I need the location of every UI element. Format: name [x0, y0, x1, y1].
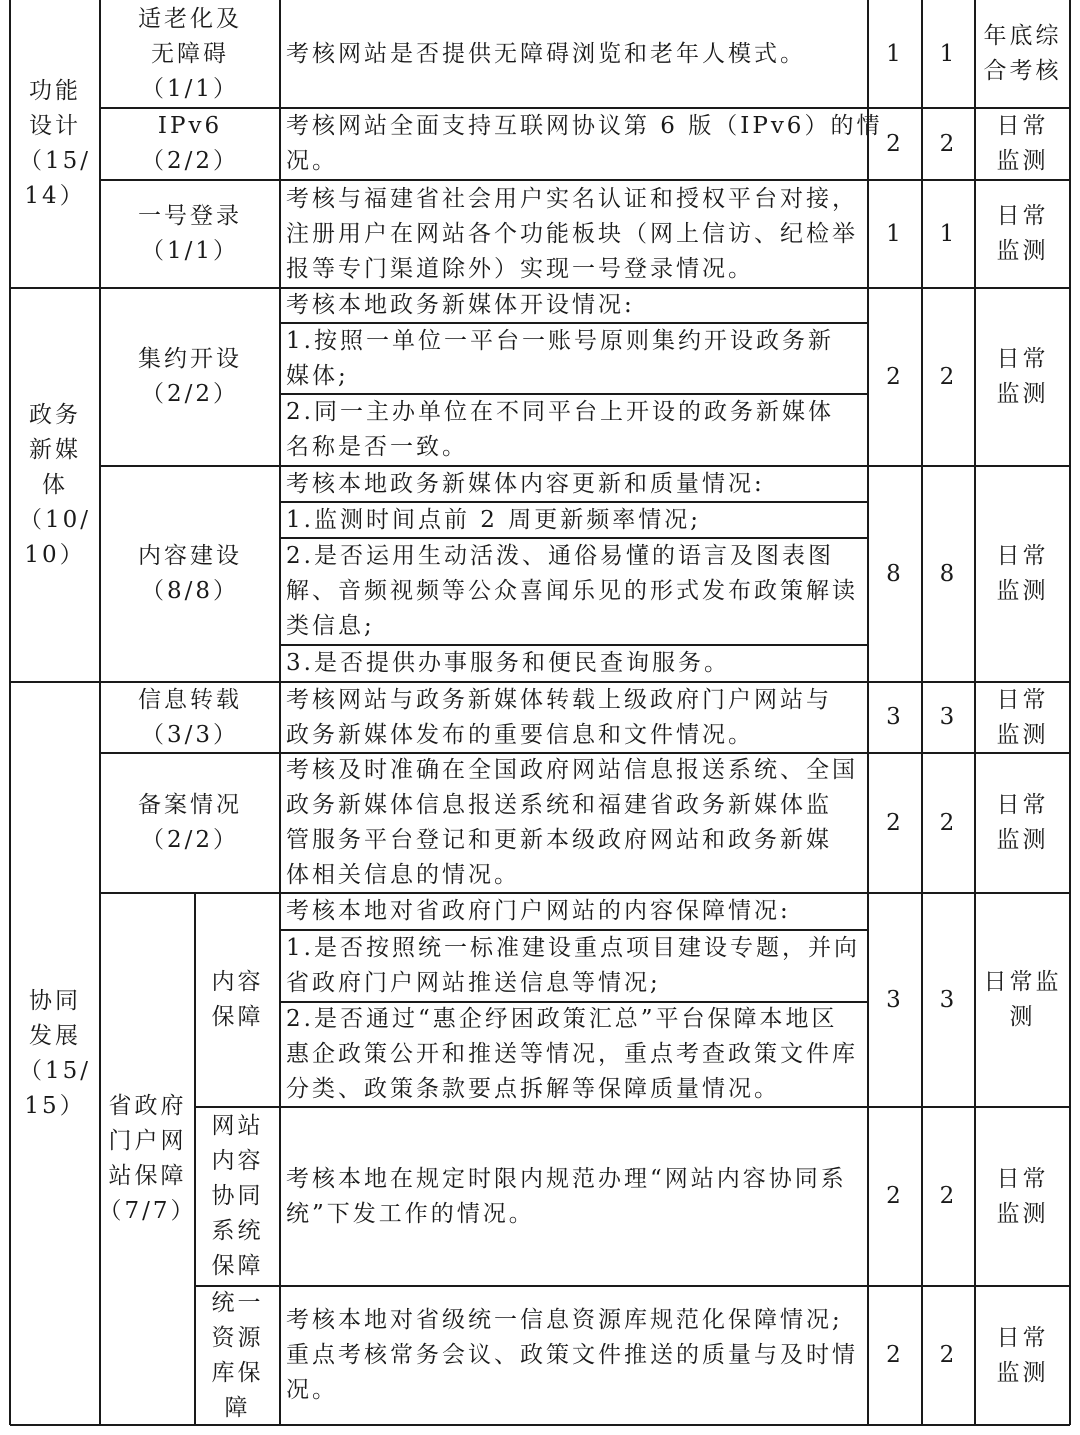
- aging-accessibility-method-line: 年底综: [983, 23, 1062, 49]
- group-function-design-line: （15/: [18, 148, 91, 174]
- ipv6-description-line: 考核网站全面支持互联网协议第 6 版（IPv6）的情: [286, 113, 883, 139]
- content-guarantee-item: [195, 893, 280, 1107]
- info-reprint-got: [922, 682, 975, 753]
- intensive-setup-item-line: （2/2）: [140, 381, 239, 407]
- intensive-setup-method: [975, 288, 1070, 466]
- unified-resource-lib-score-line: 2: [886, 1342, 904, 1368]
- content-guarantee-desc-2-line: 惠企政策公开和推送等情况，重点考查政策文件库: [286, 1041, 858, 1067]
- site-collab-system-got: [922, 1107, 975, 1286]
- intensive-setup-desc-1-line: 媒体;: [286, 362, 349, 389]
- site-collab-system-score: [868, 1107, 922, 1286]
- group-gov-new-media-line: 10）: [24, 541, 86, 568]
- unified-resource-lib-description-line: 况。: [286, 1377, 338, 1403]
- ipv6-got-line: 2: [939, 130, 958, 157]
- content-guarantee-method-line: 日常监: [983, 969, 1062, 995]
- group-gov-new-media-line: 体: [42, 471, 68, 498]
- intensive-setup-score-line: 2: [886, 363, 904, 390]
- group-collaboration-line: 15）: [24, 1092, 86, 1119]
- unified-resource-lib-score: [868, 1286, 922, 1425]
- site-collab-system-got-line: 2: [939, 1183, 958, 1209]
- unified-resource-lib-item-line: 库保: [211, 1359, 264, 1386]
- group-collaboration-line: （15/: [18, 1057, 91, 1084]
- content-building-desc-0: [280, 466, 868, 502]
- filing-status-score-line: 2: [886, 809, 904, 836]
- single-login-description: [280, 180, 868, 288]
- ipv6-score: [868, 108, 922, 180]
- content-building-score-line: 8: [886, 560, 904, 587]
- content-building-desc-0-line: 考核本地政务新媒体内容更新和质量情况:: [286, 470, 765, 497]
- ipv6-got: [922, 108, 975, 180]
- content-building-desc-2-line: 解、音频视频等公众喜闻乐见的形式发布政策解读: [286, 578, 858, 604]
- site-collab-system-item: [195, 1107, 280, 1286]
- single-login-item: [100, 180, 280, 288]
- site-collab-system-item-line: 协同: [211, 1183, 264, 1209]
- unified-resource-lib-method-line: 监测: [996, 1359, 1049, 1386]
- single-login-item-line: 一号登录: [138, 203, 242, 229]
- group-gov-new-media-line: （10/: [18, 506, 91, 533]
- group-collaboration-line: 发展: [29, 1022, 81, 1049]
- site-collab-system-item-line: 内容: [211, 1148, 264, 1174]
- content-building-method-line: 日常: [996, 543, 1049, 569]
- group-gov-new-media: [10, 288, 100, 682]
- intensive-setup-got: [922, 288, 975, 466]
- content-building-method: [975, 466, 1070, 682]
- content-guarantee-score-line: 3: [886, 986, 904, 1013]
- info-reprint-item-line: （3/3）: [140, 721, 239, 748]
- intensive-setup-score: [868, 288, 922, 466]
- unified-resource-lib-item-line: 资源: [211, 1324, 264, 1351]
- ipv6-description-line: 况。: [286, 148, 338, 174]
- filing-status-item-line: （2/2）: [140, 827, 239, 853]
- site-collab-system-item-line: 保障: [211, 1253, 264, 1279]
- aging-accessibility-item-line: （1/1）: [140, 75, 239, 102]
- site-collab-system-description: [280, 1107, 868, 1286]
- group-provincial-portal-line: 门户网: [108, 1128, 187, 1154]
- site-collab-system-item-line: 系统: [211, 1218, 264, 1244]
- intensive-setup-item: [100, 288, 280, 466]
- unified-resource-lib-got-line: 2: [939, 1342, 958, 1368]
- intensive-setup-desc-1-line: 1.按照一单位一平台一账号原则集约开设政务新: [286, 327, 834, 354]
- info-reprint-method: [975, 682, 1070, 753]
- single-login-description-line: 注册用户在网站各个功能板块（网上信访、纪检举: [286, 220, 858, 247]
- content-guarantee-method: [975, 893, 1070, 1107]
- site-collab-system-method-line: 日常: [996, 1165, 1049, 1192]
- info-reprint-item-line: 信息转载: [138, 686, 242, 713]
- group-function-design-line: 14）: [24, 183, 86, 209]
- intensive-setup-method-line: 监测: [996, 381, 1049, 407]
- intensive-setup-desc-1: [280, 323, 868, 394]
- filing-status-method: [975, 753, 1070, 893]
- aging-accessibility-got: [922, 0, 975, 108]
- content-guarantee-desc-2-line: 2.是否通过“惠企纾困政策汇总”平台保障本地区: [286, 1006, 838, 1032]
- ipv6-score-line: 2: [886, 130, 904, 157]
- info-reprint-score: [868, 682, 922, 753]
- intensive-setup-desc-2: [280, 394, 868, 466]
- content-guarantee-desc-1-line: 省政府门户网站推送信息等情况;: [286, 970, 661, 996]
- unified-resource-lib-method-line: 日常: [996, 1324, 1049, 1351]
- site-collab-system-description-line: 考核本地在规定时限内规范办理“网站内容协同系: [286, 1165, 847, 1192]
- aging-accessibility-score: [868, 0, 922, 108]
- site-collab-system-score-line: 2: [886, 1183, 904, 1209]
- single-login-got-line: 1: [939, 220, 958, 247]
- info-reprint-score-line: 3: [886, 704, 904, 730]
- single-login-method-line: 监测: [996, 238, 1049, 264]
- intensive-setup-desc-2-line: 名称是否一致。: [286, 434, 468, 460]
- content-guarantee-score: [868, 893, 922, 1107]
- aging-accessibility-description-line: 考核网站是否提供无障碍浏览和老年人模式。: [286, 40, 806, 67]
- group-gov-new-media-line: 政务: [29, 401, 81, 428]
- single-login-method: [975, 180, 1070, 288]
- group-provincial-portal: [100, 893, 195, 1425]
- group-collaboration: [10, 682, 100, 1425]
- filing-status-item: [100, 753, 280, 893]
- content-building-desc-2: [280, 538, 868, 645]
- content-building-desc-3-line: 3.是否提供办事服务和便民查询服务。: [286, 650, 730, 676]
- filing-status-description: [280, 753, 868, 893]
- single-login-description-line: 考核与福建省社会用户实名认证和授权平台对接，: [286, 185, 858, 212]
- filing-status-description-line: 考核及时准确在全国政府网站信息报送系统、全国: [286, 757, 858, 783]
- aging-accessibility-item-line: 适老化及: [138, 5, 242, 32]
- intensive-setup-item-line: 集约开设: [138, 346, 242, 372]
- filing-status-method-line: 日常: [996, 792, 1049, 818]
- site-collab-system-description-line: 统”下发工作的情况。: [286, 1200, 535, 1227]
- ipv6-description: [280, 108, 883, 180]
- intensive-setup-desc-2-line: 2.同一主办单位在不同平台上开设的政务新媒体: [286, 399, 834, 425]
- intensive-setup-method-line: 日常: [996, 346, 1049, 372]
- site-collab-system-method-line: 监测: [996, 1200, 1049, 1227]
- aging-accessibility-item: [100, 0, 280, 108]
- group-provincial-portal-line: 省政府: [108, 1093, 187, 1119]
- intensive-setup-got-line: 2: [939, 363, 958, 390]
- content-building-desc-1: [280, 502, 868, 538]
- group-function-design: [10, 0, 100, 288]
- single-login-score: [868, 180, 922, 288]
- filing-status-description-line: 体相关信息的情况。: [286, 862, 520, 888]
- content-building-desc-2-line: 类信息;: [286, 613, 375, 639]
- single-login-item-line: （1/1）: [140, 238, 239, 264]
- content-building-item-line: （8/8）: [140, 578, 239, 604]
- unified-resource-lib-description: [280, 1286, 868, 1425]
- single-login-description-line: 报等专门渠道除外）实现一号登录情况。: [286, 255, 754, 282]
- content-building-desc-3: [280, 645, 868, 682]
- filing-status-got: [922, 753, 975, 893]
- unified-resource-lib-method: [975, 1286, 1070, 1425]
- group-collaboration-line: 协同: [29, 987, 81, 1014]
- content-building-desc-1-line: 1.监测时间点前 2 周更新频率情况;: [286, 506, 701, 533]
- aging-accessibility-method: [975, 0, 1070, 108]
- ipv6-item-line: IPv6: [157, 113, 223, 139]
- intensive-setup-desc-0: [280, 288, 868, 323]
- unified-resource-lib-item-line: 统一: [211, 1289, 264, 1316]
- content-guarantee-method-line: 测: [1009, 1004, 1036, 1030]
- info-reprint-description: [280, 682, 868, 753]
- ipv6-method-line: 日常: [996, 113, 1049, 139]
- group-gov-new-media-line: 新媒: [29, 436, 81, 463]
- group-provincial-portal-line: 站保障: [108, 1163, 187, 1189]
- group-function-design-line: 功能: [29, 78, 81, 104]
- aging-accessibility-method-line: 合考核: [983, 58, 1062, 84]
- filing-status-description-line: 政务新媒体信息报送系统和福建省政务新媒体监: [286, 792, 832, 818]
- content-building-got: [922, 466, 975, 682]
- ipv6-method: [975, 108, 1070, 180]
- unified-resource-lib-description-line: 重点考核常务会议、政策文件推送的质量与及时情: [286, 1342, 858, 1368]
- content-guarantee-desc-2: [280, 1002, 868, 1107]
- content-building-got-line: 8: [939, 560, 958, 587]
- filing-status-description-line: 管服务平台登记和更新本级政府网站和政务新媒: [286, 827, 832, 853]
- aging-accessibility-item-line: 无障碍: [151, 40, 229, 67]
- content-guarantee-desc-0: [280, 893, 868, 930]
- info-reprint-description-line: 考核网站与政务新媒体转载上级政府门户网站与: [286, 686, 832, 713]
- info-reprint-method-line: 日常: [996, 686, 1049, 713]
- aging-accessibility-score-line: 1: [886, 40, 904, 67]
- single-login-score-line: 1: [886, 220, 904, 247]
- group-provincial-portal-line: （7/7）: [98, 1198, 197, 1224]
- content-building-item-line: 内容建设: [138, 543, 242, 569]
- single-login-got: [922, 180, 975, 288]
- info-reprint-got-line: 3: [939, 704, 958, 730]
- unified-resource-lib-got: [922, 1286, 975, 1425]
- aging-accessibility-description: [280, 0, 868, 108]
- info-reprint-description-line: 政务新媒体发布的重要信息和文件情况。: [286, 721, 754, 748]
- filing-status-score: [868, 753, 922, 893]
- content-guarantee-item-line: 内容: [211, 969, 264, 995]
- content-guarantee-desc-2-line: 分类、政策条款要点拆解等保障质量情况。: [286, 1076, 780, 1102]
- unified-resource-lib-description-line: 考核本地对省级统一信息资源库规范化保障情况;: [286, 1307, 843, 1333]
- content-guarantee-desc-0-line: 考核本地对省政府门户网站的内容保障情况:: [286, 898, 791, 924]
- group-function-design-line: 设计: [29, 113, 81, 139]
- content-building-item: [100, 466, 280, 682]
- filing-status-method-line: 监测: [996, 827, 1049, 853]
- ipv6-item-line: （2/2）: [140, 148, 239, 174]
- ipv6-item: [100, 108, 280, 180]
- filing-status-got-line: 2: [939, 809, 958, 836]
- content-guarantee-item-line: 保障: [211, 1004, 264, 1030]
- info-reprint-item: [100, 682, 280, 753]
- unified-resource-lib-item: [195, 1286, 280, 1425]
- ipv6-method-line: 监测: [996, 148, 1049, 174]
- content-building-desc-2-line: 2.是否运用生动活泼、通俗易懂的语言及图表图: [286, 543, 834, 569]
- content-guarantee-desc-1: [280, 930, 868, 1002]
- info-reprint-method-line: 监测: [996, 721, 1049, 748]
- content-guarantee-got-line: 3: [939, 986, 958, 1013]
- filing-status-item-line: 备案情况: [138, 792, 242, 818]
- site-collab-system-item-line: 网站: [211, 1113, 264, 1139]
- unified-resource-lib-item-line: 障: [224, 1394, 251, 1421]
- content-building-method-line: 监测: [996, 578, 1049, 604]
- intensive-setup-desc-0-line: 考核本地政务新媒体开设情况:: [286, 292, 635, 318]
- site-collab-system-method: [975, 1107, 1070, 1286]
- aging-accessibility-got-line: 1: [939, 40, 958, 67]
- content-guarantee-got: [922, 893, 975, 1107]
- single-login-method-line: 日常: [996, 203, 1049, 229]
- content-guarantee-desc-1-line: 1.是否按照统一标准建设重点项目建设专题，并向: [286, 935, 860, 961]
- content-building-score: [868, 466, 922, 682]
